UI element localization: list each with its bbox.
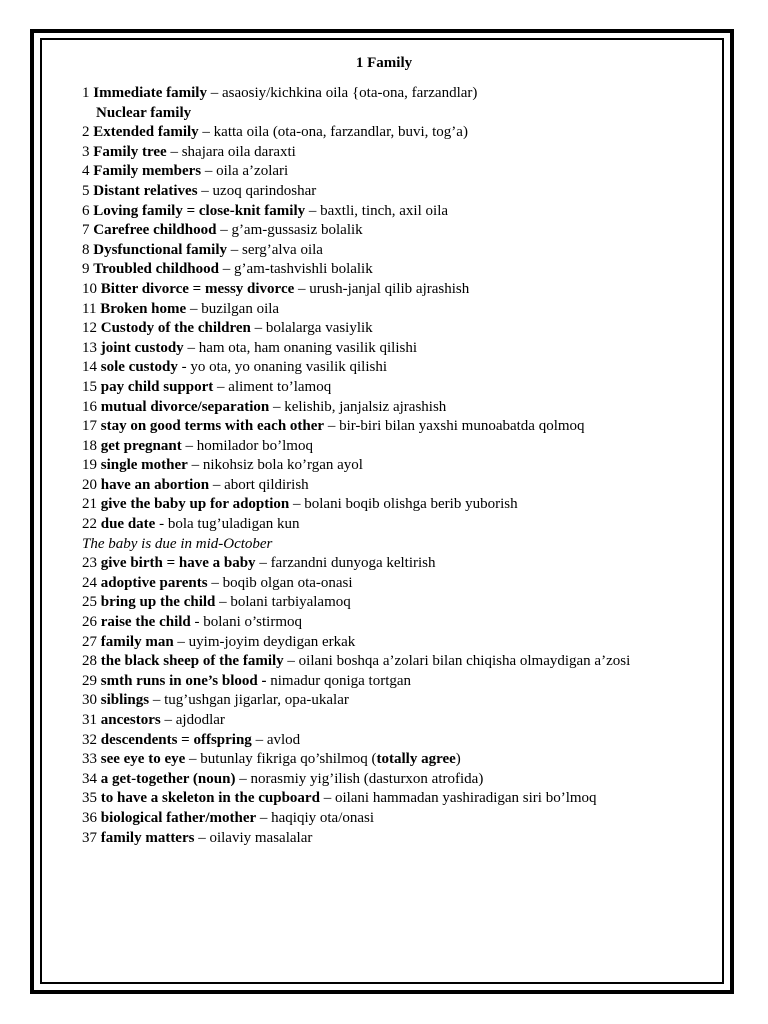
entry-separator: - — [155, 516, 168, 533]
vocabulary-entry — [82, 398, 722, 418]
entry-separator: – — [227, 241, 243, 258]
vocabulary-entry — [82, 143, 722, 163]
entry-definition: bir-biri bilan yaxshi munoabatda qolmoq — [339, 418, 585, 435]
vocabulary-entry — [82, 221, 722, 241]
entry-separator: – — [187, 457, 203, 474]
entry-term: biological father/mother — [100, 809, 257, 826]
entry-separator: – — [183, 339, 199, 356]
entry-number: 36 — [82, 809, 97, 826]
entry-term: have an abortion — [100, 476, 210, 493]
entry-term: Bitter divorce = messy divorce — [100, 280, 295, 297]
entry-definition: uyim-joyim deydigan erkak — [188, 633, 356, 650]
vocabulary-entry — [82, 300, 722, 320]
entry-separator: - — [177, 359, 191, 376]
entry-definition: bolani o’stirmoq — [203, 614, 302, 631]
entry-definition: nikohsiz bola ko’rgan ayol — [202, 457, 363, 474]
entry-definition: bolani boqib olishga berib yuborish — [304, 496, 518, 513]
entry-number: 26 — [82, 614, 97, 631]
entry-term: ancestors — [100, 712, 161, 728]
entry-definition: urush-janjal qilib ajrashish — [309, 280, 470, 297]
entry-term: pay child support — [100, 378, 214, 395]
entry-number: 23 — [82, 555, 97, 572]
entry-separator: – — [215, 594, 231, 611]
entry-term: descendents = offspring — [100, 731, 252, 748]
entry-number: 24 — [82, 574, 97, 591]
vocabulary-entry — [82, 319, 722, 339]
entry-term: Dysfunctional family — [93, 241, 228, 258]
vocabulary-entry — [82, 613, 722, 633]
vocabulary-entry — [82, 770, 722, 790]
entry-separator: – — [206, 85, 222, 101]
entry-separator: – — [207, 574, 223, 591]
entry-term: Carefree childhood — [93, 222, 217, 239]
vocabulary-entry — [82, 750, 722, 770]
entry-definition: nimadur qoniga tortgan — [270, 672, 412, 689]
entry-number: 17 — [82, 418, 97, 435]
entry-number: 4 — [82, 163, 90, 180]
entry-number: 27 — [82, 633, 97, 650]
vocabulary-entry — [82, 260, 722, 280]
entry-definition: asaosiy/kichkina oila {ota-ona, farzandlar) — [221, 85, 478, 101]
entry-number: 11 — [82, 300, 97, 317]
vocabulary-entry — [82, 691, 722, 711]
entry-number: 31 — [82, 712, 97, 728]
entry-separator: – — [255, 555, 271, 572]
vocabulary-list — [82, 84, 722, 848]
entry-separator: – — [283, 653, 299, 670]
entry-definition: ham ota, ham onaning vasilik qilishi — [198, 339, 417, 356]
entry-separator: – — [319, 790, 335, 807]
entry-number: 16 — [82, 398, 97, 415]
entry-separator: – — [235, 770, 251, 787]
entry-number: 33 — [82, 751, 97, 768]
entry-number: 25 — [82, 594, 97, 611]
entry-number: 20 — [82, 476, 97, 493]
entry-number: 13 — [82, 339, 97, 356]
entry-term: to have a skeleton in the cupboard — [100, 790, 320, 807]
entry-term: give birth = have a baby — [100, 555, 256, 572]
entry-definition: kelishib, janjalsiz ajrashish — [284, 398, 447, 415]
entry-definition: g’am-tashvishli bolalik — [234, 261, 373, 278]
entry-term: bring up the child — [100, 594, 216, 611]
entry-definition: tug’ushgan jigarlar, opa-ukalar — [164, 692, 349, 709]
entry-separator: – — [294, 280, 310, 297]
entry-separator: – — [181, 437, 197, 454]
entry-number: 15 — [82, 378, 97, 395]
entry-definition: ajdodlar — [175, 712, 225, 728]
entry-term: give the baby up for adoption — [100, 496, 290, 513]
entry-separator: – — [194, 829, 210, 846]
entry-number: 5 — [82, 182, 90, 199]
vocabulary-entry — [82, 593, 722, 613]
entry-definition: haqiqiy ota/onasi — [271, 809, 375, 826]
entry-definition: homilador bo’lmoq — [196, 437, 313, 454]
entry-definition: boqib olgan ota-onasi — [222, 574, 353, 591]
entry-number: 8 — [82, 241, 90, 258]
entry-term: the black sheep of the family — [100, 653, 284, 670]
entry-term: Family members — [93, 163, 202, 180]
entry-definition: shajara oila daraxti — [181, 143, 296, 160]
vocabulary-entry — [82, 84, 722, 104]
vocabulary-entry — [82, 554, 722, 574]
entry-separator: – — [213, 378, 229, 395]
vocabulary-entry — [82, 672, 722, 692]
entry-definition: g’am-gussasiz bolalik — [231, 222, 363, 239]
entry-separator: – — [173, 633, 189, 650]
entry-separator: – — [251, 731, 267, 748]
entry-separator: – — [198, 124, 214, 141]
entry-separator: – — [219, 261, 234, 278]
vocabulary-entry — [82, 829, 722, 849]
entry-separator: – — [197, 182, 213, 199]
entry-term: due date — [100, 516, 156, 533]
entry-number: 3 — [82, 143, 90, 160]
entry-number: 19 — [82, 457, 97, 474]
vocabulary-entry — [82, 280, 722, 300]
entry-term: stay on good terms with each other — [100, 418, 325, 435]
entry-separator: – — [160, 712, 176, 728]
entry-separator: – — [305, 202, 321, 219]
entry-definition: yo ota, yo onaning vasilik qilishi — [190, 359, 387, 376]
entry-number: 28 — [82, 653, 97, 670]
vocabulary-entry — [82, 515, 722, 535]
entry-term: single mother — [100, 457, 188, 474]
entry-term: Custody of the children — [100, 320, 251, 337]
entry-number: 37 — [82, 829, 97, 846]
entry-term: get pregnant — [100, 437, 182, 454]
vocabulary-entry — [82, 731, 722, 751]
entry-definition: butunlay fikriga qo’shilmoq ( — [200, 751, 377, 768]
entry-number: 14 — [82, 359, 97, 376]
entry-term: adoptive parents — [100, 574, 208, 591]
entry-term: a get-together (noun) — [100, 770, 236, 787]
vocabulary-entry — [82, 437, 722, 457]
entry-number: 29 — [82, 672, 97, 689]
vocabulary-entry — [82, 182, 722, 202]
vocabulary-entry — [82, 789, 722, 809]
entry-definition: norasmiy yig’ilish (dasturxon atrofida) — [250, 770, 484, 787]
entry-separator: – — [201, 163, 217, 180]
entry-number: 9 — [82, 261, 90, 278]
entry-number: 7 — [82, 222, 90, 239]
entry-definition: bola tug’uladigan kun — [167, 516, 300, 533]
entry-separator: – — [269, 398, 285, 415]
entry-number: 18 — [82, 437, 97, 454]
entry-separator: - — [190, 614, 204, 631]
vocabulary-entry — [82, 476, 722, 496]
entry-definition: buzilgan oila — [201, 300, 280, 317]
entry-separator: – — [166, 143, 182, 160]
entry-separator: – — [209, 476, 225, 493]
entry-term: Troubled childhood — [93, 261, 219, 278]
entry-definition: katta oila (ota-ona, farzandlar, buvi, tog’a) — [213, 124, 468, 141]
vocabulary-entry — [82, 809, 722, 829]
entry-term: Distant relatives — [93, 182, 198, 199]
entry-separator: – — [324, 418, 340, 435]
entry-term: joint custody — [100, 339, 184, 356]
vocabulary-entry — [82, 241, 722, 261]
vocabulary-entry — [82, 711, 722, 731]
vocabulary-entry — [82, 456, 722, 476]
vocabulary-subterm: Nuclear family — [96, 104, 192, 121]
entry-separator: – — [250, 320, 266, 337]
entry-term: siblings — [100, 692, 150, 709]
vocabulary-entry — [82, 358, 722, 378]
entry-definition: oilani hammadan yashiradigan siri bo’lmoq — [334, 790, 597, 807]
entry-definition: avlod — [266, 731, 301, 748]
vocabulary-entry — [82, 123, 722, 143]
entry-definition: oilani boshqa a’zolari bilan chiqisha olmaydigan a’zosi — [298, 653, 631, 670]
entry-term: mutual divorce/separation — [100, 398, 270, 415]
entry-definition: baxtli, tinch, axil oila — [320, 202, 449, 219]
vocabulary-entry — [82, 202, 722, 222]
entry-definition: oila a’zolari — [216, 163, 289, 180]
entry-definition: aliment to’lamoq — [228, 378, 332, 395]
entry-number: 30 — [82, 692, 97, 709]
entry-term: Broken home — [100, 300, 187, 317]
entry-term: Extended family — [93, 124, 199, 141]
entry-definition: abort qildirish — [224, 476, 309, 493]
entry-tail: ) — [455, 751, 461, 768]
entry-number: 21 — [82, 496, 97, 513]
entry-number: 1 — [82, 85, 90, 101]
entry-term: Immediate family — [93, 85, 207, 101]
vocabulary-entry — [82, 574, 722, 594]
entry-definition: uzoq qarindoshar — [212, 182, 317, 199]
entry-number: 12 — [82, 320, 97, 337]
entry-separator: – — [216, 222, 232, 239]
entry-term: smth runs in one’s blood - — [100, 672, 267, 689]
entry-definition: bolani tarbiyalamoq — [230, 594, 351, 611]
entry-separator: – — [149, 692, 165, 709]
entry-number: 35 — [82, 790, 97, 807]
entry-term-emphasis: totally agree — [376, 751, 456, 768]
entry-term: Loving family = close-knit family — [93, 202, 306, 219]
entry-number: 22 — [82, 516, 97, 533]
vocabulary-entry — [82, 495, 722, 515]
document-title: 1 Family — [355, 55, 413, 71]
entry-separator: – — [186, 300, 202, 317]
entry-separator: – — [185, 751, 201, 768]
entry-definition: serg’alva oila — [242, 241, 323, 258]
vocabulary-entry — [82, 162, 722, 182]
vocabulary-entry — [82, 339, 722, 359]
entry-separator: – — [289, 496, 305, 513]
vocabulary-entry — [82, 378, 722, 398]
entry-term: family matters — [100, 829, 195, 846]
vocabulary-entry — [82, 417, 722, 437]
entry-definition: farzandni dunyoga keltirish — [270, 555, 436, 572]
example-sentence: The baby is due in mid-October — [82, 535, 273, 552]
entry-term: sole custody — [100, 359, 178, 376]
entry-number: 2 — [82, 124, 90, 141]
entry-definition: oilaviy masalalar — [209, 829, 313, 846]
entry-separator: – — [256, 809, 272, 826]
entry-number: 6 — [82, 202, 90, 219]
entry-term: see eye to eye — [100, 751, 186, 768]
entry-number: 10 — [82, 280, 97, 297]
entry-term: family man — [100, 633, 174, 650]
entry-term: Family tree — [93, 143, 167, 160]
vocabulary-entry — [82, 652, 722, 672]
entry-definition: bolalarga vasiylik — [265, 320, 373, 337]
entry-term: raise the child — [100, 614, 191, 631]
vocabulary-entry — [82, 633, 722, 653]
entry-number: 34 — [82, 770, 97, 787]
entry-number: 32 — [82, 731, 97, 748]
